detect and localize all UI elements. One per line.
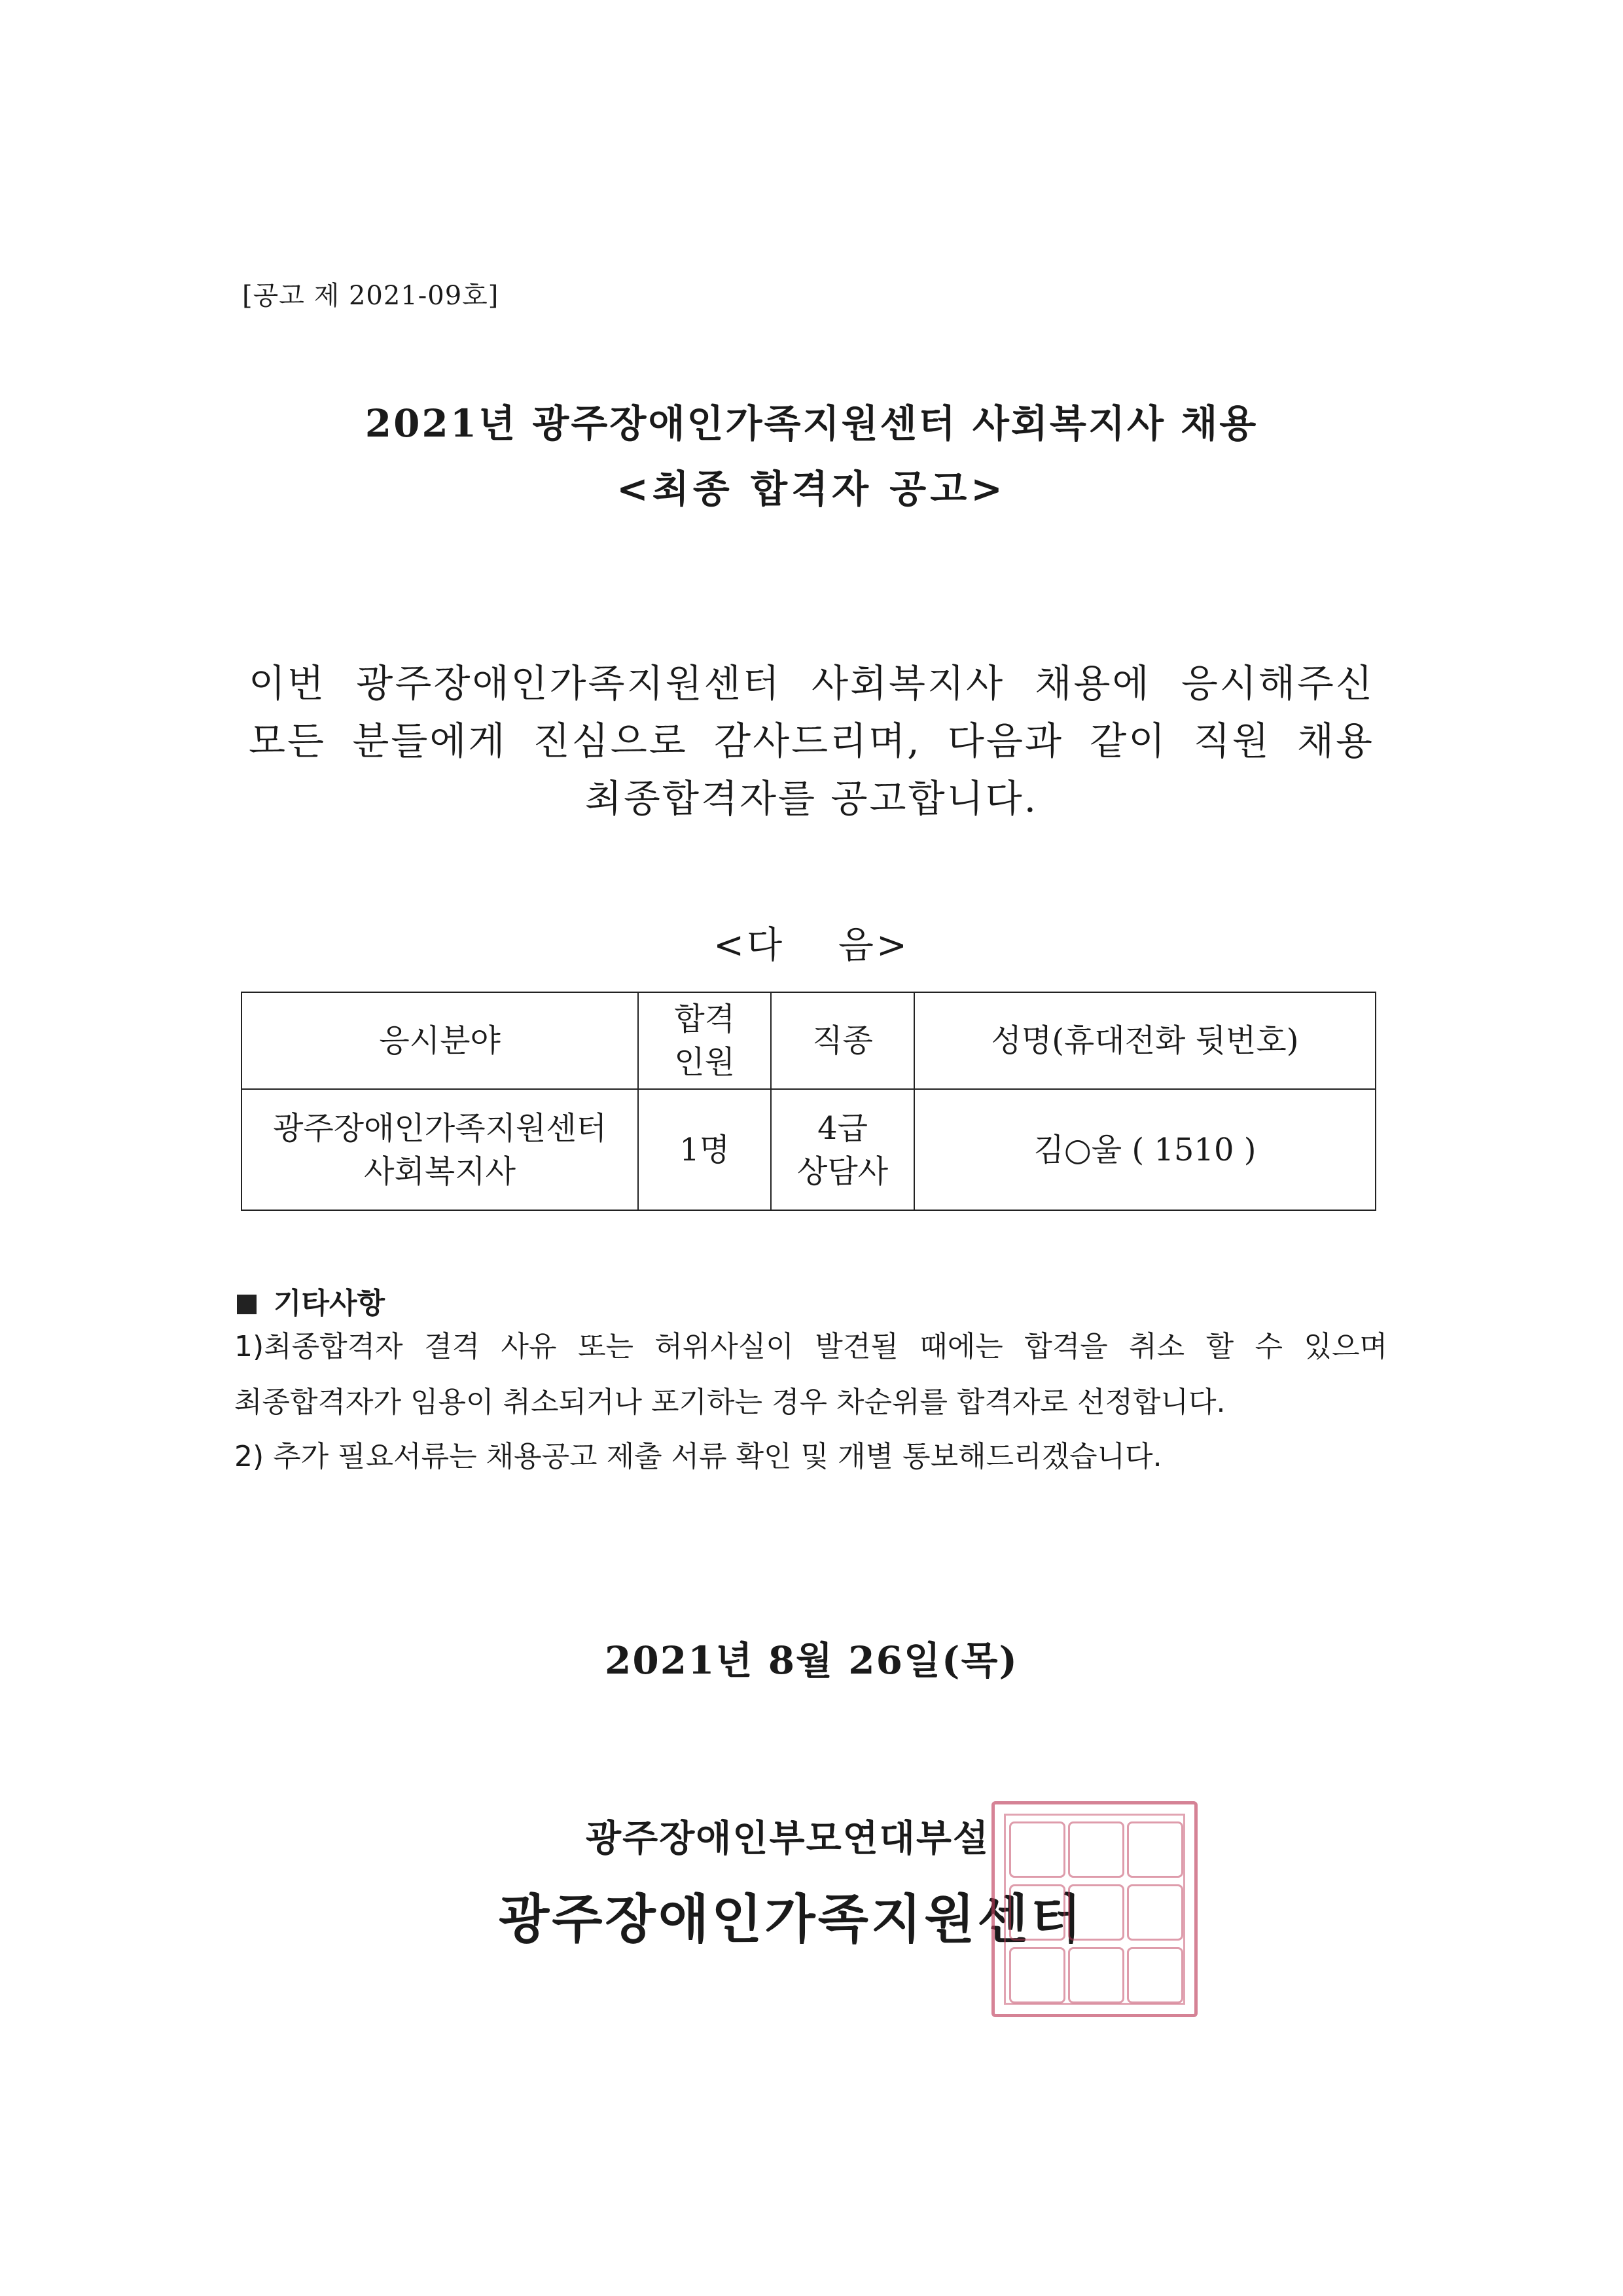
section-heading: <다 음> — [713, 924, 910, 967]
seal-glyph-mark — [1009, 1947, 1065, 2003]
header-count-line-2: 인원 — [674, 1044, 736, 1081]
notice-number: [공고 제 2021-09호] — [242, 281, 499, 311]
official-seal-stamp — [991, 1801, 1198, 2017]
cell-field-line-2: 사회복지사 — [364, 1153, 516, 1190]
header-count-line-1: 합격 — [674, 1001, 736, 1037]
document-title: 2021년 광주장애인가족지원센터 사회복지사 채용 — [365, 401, 1258, 446]
document-subtitle: <최종 합격자 공고> — [616, 467, 1007, 511]
etc-line-2: 최종합격자가 임용이 취소되거나 포기하는 경우 차순위를 합격자로 선정합니다. — [234, 1386, 1226, 1419]
square-bullet-icon — [237, 1295, 257, 1314]
seal-glyph-mark — [1009, 1884, 1065, 1941]
seal-glyph-mark — [1127, 1884, 1183, 1941]
seal-glyph-mark — [1068, 1947, 1124, 2003]
org-name: 광주장애인가족지원센터 — [499, 1889, 1084, 1950]
intro-paragraph-line-3: 최종합격자를 공고합니다. — [584, 776, 1039, 821]
seal-glyph-mark — [1068, 1821, 1124, 1878]
org-parent: 광주장애인부모연대부설 — [586, 1818, 990, 1860]
cell-job-line-1: 4급 — [817, 1109, 868, 1147]
seal-glyph-mark — [1127, 1947, 1183, 2003]
cell-job-line-2: 상담사 — [796, 1153, 889, 1190]
header-job-type: 직종 — [771, 992, 914, 1089]
etc-heading — [237, 1280, 385, 1321]
header-field: 응시분야 — [241, 992, 638, 1089]
header-count — [638, 992, 771, 1089]
intro-paragraph-line-2: 모든 분들에게 진심으로 감사드리며, 다음과 같이 직원 채용 — [249, 719, 1374, 763]
intro-paragraph-line-1: 이번 광주장애인가족지원센터 사회복지사 채용에 응시해주신 — [249, 661, 1374, 706]
seal-glyph-mark — [1009, 1821, 1065, 1878]
cell-count: 1명 — [638, 1089, 771, 1210]
seal-glyph-mark — [1127, 1821, 1183, 1878]
cell-field — [241, 1089, 638, 1210]
result-table — [241, 992, 1376, 1211]
header-name: 성명(휴대전화 뒷번호) — [914, 992, 1376, 1089]
etc-line-1: 1)최종합격자 결격 사유 또는 허위사실이 발견될 때에는 합격을 취소 할 수 있으며 — [234, 1330, 1387, 1363]
table-header-row — [241, 992, 1376, 1089]
notice-date: 2021년 8월 26일(목) — [605, 1638, 1018, 1683]
cell-name: 김○울 ( 1510 ) — [914, 1089, 1376, 1210]
cell-field-line-1: 광주장애인가족지원센터 — [273, 1109, 607, 1147]
etc-heading-text: 기타사항 — [274, 1287, 385, 1320]
etc-line-3: 2) 추가 필요서류는 채용공고 제출 서류 확인 및 개별 통보해드리겠습니다. — [234, 1440, 1162, 1473]
seal-glyph-mark — [1068, 1884, 1124, 1941]
cell-job-type — [771, 1089, 914, 1210]
table-row — [241, 1089, 1376, 1210]
